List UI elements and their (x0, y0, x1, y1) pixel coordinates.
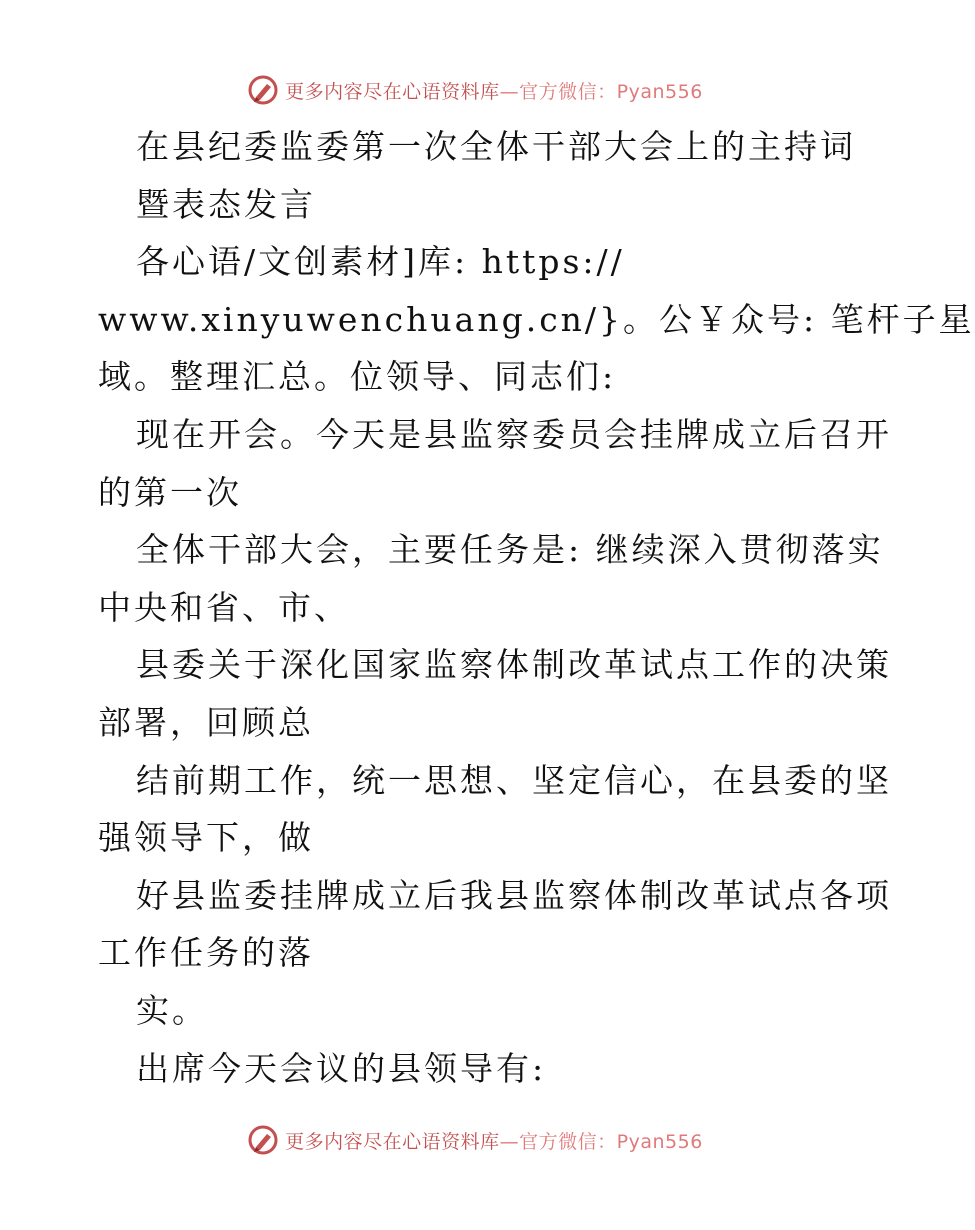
watermark-header (0, 72, 950, 108)
paragraph-line: 好县监委挂牌成立后我县监察体制改革试点各项 (136, 875, 892, 915)
pen-logo-icon (247, 1124, 279, 1156)
paragraph-line: 域。整理汇总。位领导、同志们: (98, 357, 617, 397)
pen-logo-icon (247, 74, 279, 106)
title-line-1: 在县纪委监委第一次全体干部大会上的主持词 (136, 127, 856, 166)
paragraph-line: 结前期工作，统一思想、坚定信心，在县委的坚 (136, 760, 892, 800)
paragraph-line: 各心语/文创素材]库: https:// (136, 242, 625, 282)
document-body (98, 118, 975, 1097)
paragraph-line: 县委关于深化国家监察体制改革试点工作的决策 (136, 645, 892, 685)
paragraph-line: 全体干部大会，主要任务是: 继续深入贯彻落实 (136, 530, 884, 570)
paragraph-line: 实。 (136, 990, 208, 1030)
paragraph-line: 中央和省、市、 (98, 587, 350, 627)
title-line-2: 暨表态发言 (136, 184, 316, 224)
watermark-text: 更多内容尽在心语资料库—官方微信：Pyan556 (285, 1130, 703, 1153)
paragraph-line: 的第一次 (98, 472, 242, 512)
watermark-footer (0, 1122, 950, 1158)
paragraph-line: 工作任务的落 (98, 933, 314, 973)
paragraph-line: 部署，回顾总 (98, 702, 314, 742)
paragraph-line: 出席今天会议的县领导有: (136, 1048, 547, 1088)
paragraph-line: 现在开会。今天是县监察委员会挂牌成立后召开 (136, 414, 892, 454)
paragraph-line: www.xinyuwenchuang.cn/}。公￥众号: 笔杆子星 (98, 299, 975, 339)
paragraph-line: 强领导下，做 (98, 818, 314, 858)
watermark-text: 更多内容尽在心语资料库—官方微信：Pyan556 (285, 80, 703, 103)
